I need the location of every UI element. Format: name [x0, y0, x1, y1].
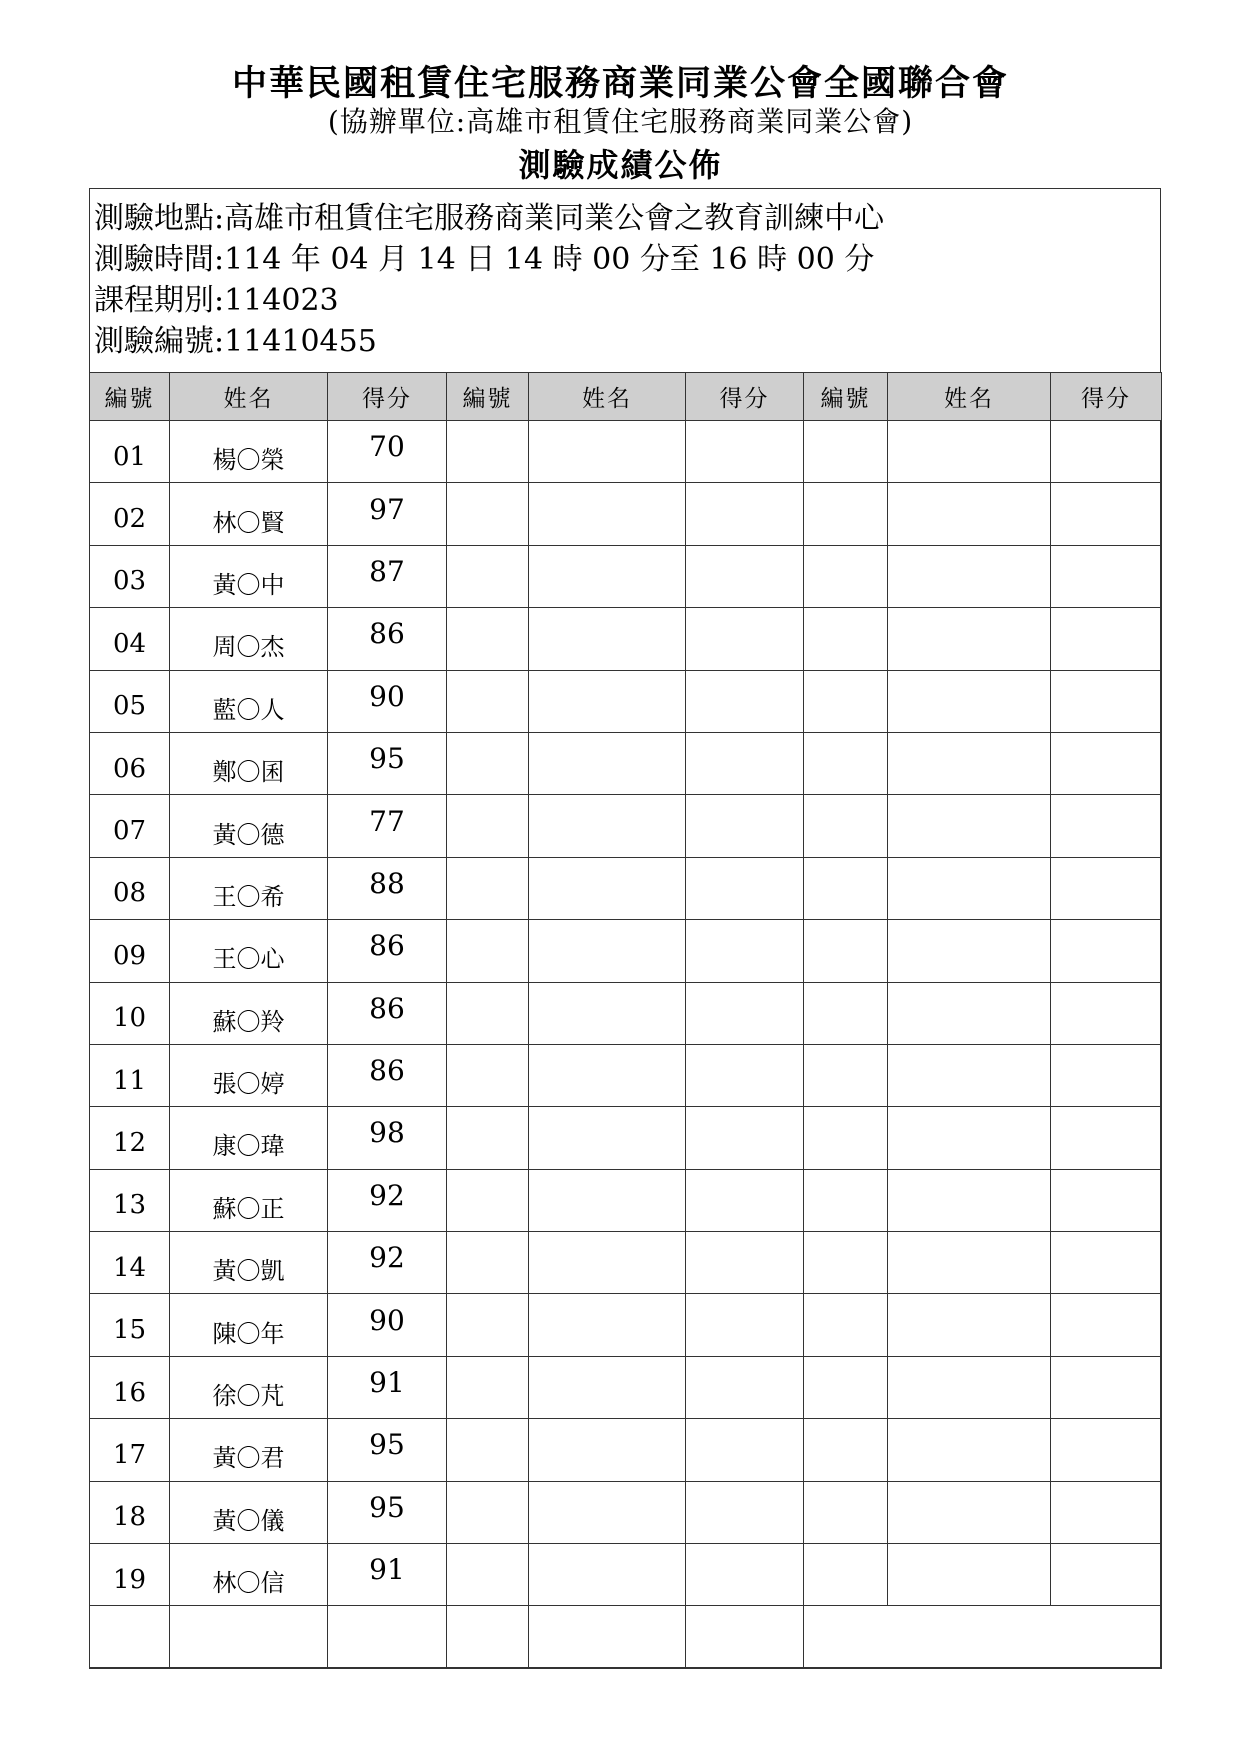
empty-cell [529, 982, 686, 1044]
entry-number: 03 [90, 545, 170, 607]
empty-cell [888, 1232, 1051, 1294]
empty-cell [447, 483, 529, 545]
empty-cell [1051, 670, 1162, 732]
empty-cell [686, 1544, 804, 1606]
column-header: 得分 [1051, 373, 1162, 421]
entry-score: 92 [328, 1169, 447, 1231]
entry-name: 黃〇君 [170, 1419, 328, 1481]
empty-cell [888, 920, 1051, 982]
empty-cell [529, 1481, 686, 1543]
entry-number: 18 [90, 1481, 170, 1543]
empty-cell [447, 1481, 529, 1543]
entry-score: 87 [328, 545, 447, 607]
table-row [90, 483, 1162, 545]
exam-number: 測驗編號:11410455 [94, 324, 377, 359]
empty-cell [447, 670, 529, 732]
empty-cell [447, 608, 529, 670]
empty-cell [804, 1544, 888, 1606]
empty-cell [804, 670, 888, 732]
empty-cell [686, 1606, 804, 1668]
empty-cell [888, 1169, 1051, 1231]
entry-name: 陳〇年 [170, 1294, 328, 1356]
empty-cell [1051, 920, 1162, 982]
entry-score: 97 [328, 483, 447, 545]
entry-name: 黃〇凱 [170, 1232, 328, 1294]
empty-cell [1051, 1481, 1162, 1543]
empty-cell [1051, 483, 1162, 545]
entry-number: 07 [90, 795, 170, 857]
entry-score: 91 [328, 1544, 447, 1606]
course-period: 課程期別:114023 [94, 283, 339, 318]
column-header: 得分 [328, 373, 447, 421]
empty-cell [447, 732, 529, 794]
empty-cell [888, 732, 1051, 794]
empty-cell [686, 1294, 804, 1356]
empty-cell [1051, 421, 1162, 483]
empty-cell [804, 1294, 888, 1356]
entry-number: 13 [90, 1169, 170, 1231]
empty-cell [529, 795, 686, 857]
empty-cell [447, 1044, 529, 1106]
empty-cell [888, 1419, 1051, 1481]
document-subtitle: (協辦單位:高雄市租賃住宅服務商業同業公會) [327, 105, 914, 138]
entry-number: 14 [90, 1232, 170, 1294]
document-title: 中華民國租賃住宅服務商業同業公會全國聯合會 [231, 63, 1009, 104]
empty-cell [804, 1481, 888, 1543]
entry-number: 01 [90, 421, 170, 483]
table-row [90, 421, 1162, 483]
entry-number: 17 [90, 1419, 170, 1481]
entry-score: 91 [328, 1356, 447, 1418]
empty-cell [686, 1169, 804, 1231]
table-row [90, 1544, 1162, 1606]
empty-cell [686, 857, 804, 919]
empty-cell [529, 1294, 686, 1356]
empty-cell [804, 1232, 888, 1294]
table-row [90, 1294, 1162, 1356]
entry-number: 06 [90, 732, 170, 794]
empty-cell [447, 421, 529, 483]
empty-cell [686, 421, 804, 483]
entry-number: 09 [90, 920, 170, 982]
empty-cell [888, 608, 1051, 670]
entry-number: 19 [90, 1544, 170, 1606]
entry-name: 蘇〇羚 [170, 982, 328, 1044]
entry-score: 86 [328, 1044, 447, 1106]
entry-number: 04 [90, 608, 170, 670]
empty-cell [447, 857, 529, 919]
empty-cell [888, 857, 1051, 919]
entry-score: 86 [328, 608, 447, 670]
empty-cell [804, 982, 888, 1044]
entry-score: 86 [328, 982, 447, 1044]
empty-cell [447, 920, 529, 982]
scores-table [89, 372, 1162, 1669]
column-header: 姓名 [170, 373, 328, 421]
empty-cell [529, 545, 686, 607]
entry-name: 鄭〇囷 [170, 732, 328, 794]
empty-cell [1051, 1419, 1162, 1481]
table-header-row [90, 373, 1162, 421]
empty-cell [804, 1419, 888, 1481]
empty-cell [686, 608, 804, 670]
table-row [90, 982, 1162, 1044]
entry-score: 95 [328, 732, 447, 794]
column-header: 姓名 [529, 373, 686, 421]
empty-cell [804, 483, 888, 545]
empty-cell [447, 1107, 529, 1169]
empty-cell [1051, 1294, 1162, 1356]
empty-cell [447, 795, 529, 857]
entry-name: 蘇〇正 [170, 1169, 328, 1231]
exam-info [94, 198, 884, 362]
column-header: 編號 [90, 373, 170, 421]
empty-cell [686, 795, 804, 857]
table-body [90, 421, 1162, 1669]
empty-cell [1051, 795, 1162, 857]
empty-cell [888, 1481, 1051, 1543]
entry-number: 15 [90, 1294, 170, 1356]
empty-cell [804, 732, 888, 794]
empty-cell [686, 1107, 804, 1169]
empty-cell [686, 1356, 804, 1418]
empty-cell [447, 1356, 529, 1418]
empty-cell [1051, 732, 1162, 794]
empty-cell [804, 920, 888, 982]
entry-name: 張〇婷 [170, 1044, 328, 1106]
empty-cell [888, 421, 1051, 483]
empty-cell [686, 483, 804, 545]
empty-cell [447, 545, 529, 607]
entry-number: 02 [90, 483, 170, 545]
empty-cell [1051, 1356, 1162, 1418]
empty-cell [888, 1294, 1051, 1356]
empty-cell [1051, 1107, 1162, 1169]
table-row [90, 732, 1162, 794]
empty-cell [888, 982, 1051, 1044]
empty-cell [529, 920, 686, 982]
empty-cell [888, 1107, 1051, 1169]
entry-score: 90 [328, 1294, 447, 1356]
empty-cell [888, 670, 1051, 732]
empty-cell [888, 1356, 1051, 1418]
entry-name: 周〇杰 [170, 608, 328, 670]
entry-name: 楊〇榮 [170, 421, 328, 483]
entry-score: 92 [328, 1232, 447, 1294]
empty-cell [529, 670, 686, 732]
empty-cell [686, 1044, 804, 1106]
entry-name: 王〇希 [170, 857, 328, 919]
entry-name: 林〇信 [170, 1544, 328, 1606]
column-header: 編號 [447, 373, 529, 421]
entry-name: 徐〇芃 [170, 1356, 328, 1418]
entry-score: 95 [328, 1481, 447, 1543]
empty-cell [888, 545, 1051, 607]
empty-cell [804, 1356, 888, 1418]
empty-cell [447, 1232, 529, 1294]
empty-cell [804, 1606, 1162, 1668]
empty-cell [529, 732, 686, 794]
entry-score: 86 [328, 920, 447, 982]
document-heading: 測驗成績公佈 [518, 146, 723, 184]
empty-cell [529, 1606, 686, 1668]
table-row [90, 670, 1162, 732]
entry-number: 08 [90, 857, 170, 919]
column-header: 得分 [686, 373, 804, 421]
table-row [90, 857, 1162, 919]
empty-cell [804, 795, 888, 857]
table-row [90, 545, 1162, 607]
empty-cell [1051, 545, 1162, 607]
table-row [90, 1419, 1162, 1481]
empty-cell [447, 1606, 529, 1668]
empty-cell [888, 1544, 1051, 1606]
empty-cell [686, 545, 804, 607]
empty-cell [529, 483, 686, 545]
entry-name: 黃〇儀 [170, 1481, 328, 1543]
entry-score: 95 [328, 1419, 447, 1481]
empty-cell [686, 732, 804, 794]
table-row [90, 1481, 1162, 1543]
empty-cell [686, 920, 804, 982]
empty-cell [804, 545, 888, 607]
exam-location: 測驗地點:高雄市租賃住宅服務商業同業公會之教育訓練中心 [94, 201, 885, 236]
empty-cell [1051, 1232, 1162, 1294]
empty-cell [888, 483, 1051, 545]
empty-cell [804, 1107, 888, 1169]
entry-score: 70 [328, 421, 447, 483]
empty-cell [529, 1419, 686, 1481]
empty-cell [447, 1419, 529, 1481]
empty-cell [804, 421, 888, 483]
column-header: 編號 [804, 373, 888, 421]
table-row [90, 1107, 1162, 1169]
empty-cell [686, 1232, 804, 1294]
entry-score: 88 [328, 857, 447, 919]
entry-name: 林〇賢 [170, 483, 328, 545]
empty-cell [686, 670, 804, 732]
entry-name: 黃〇中 [170, 545, 328, 607]
empty-cell [888, 1044, 1051, 1106]
empty-cell [529, 1232, 686, 1294]
empty-cell [328, 1606, 447, 1668]
table-row [90, 1606, 1162, 1668]
entry-number: 16 [90, 1356, 170, 1418]
empty-cell [1051, 1169, 1162, 1231]
empty-cell [447, 1169, 529, 1231]
empty-cell [529, 857, 686, 919]
entry-score: 98 [328, 1107, 447, 1169]
empty-cell [1051, 982, 1162, 1044]
empty-cell [804, 1169, 888, 1231]
entry-number: 11 [90, 1044, 170, 1106]
entry-score: 77 [328, 795, 447, 857]
table-row [90, 1169, 1162, 1231]
table-row [90, 920, 1162, 982]
table-row [90, 1044, 1162, 1106]
empty-cell [1051, 1544, 1162, 1606]
empty-cell [447, 1544, 529, 1606]
entry-score: 90 [328, 670, 447, 732]
empty-cell [170, 1606, 328, 1668]
entry-number: 12 [90, 1107, 170, 1169]
empty-cell [1051, 1044, 1162, 1106]
empty-cell [804, 608, 888, 670]
table-row [90, 795, 1162, 857]
entry-number: 05 [90, 670, 170, 732]
empty-cell [804, 857, 888, 919]
entry-name: 藍〇人 [170, 670, 328, 732]
empty-cell [686, 982, 804, 1044]
empty-cell [1051, 608, 1162, 670]
empty-cell [529, 1356, 686, 1418]
empty-cell [447, 1294, 529, 1356]
entry-name: 王〇心 [170, 920, 328, 982]
empty-cell [804, 1044, 888, 1106]
empty-cell [529, 1169, 686, 1231]
empty-cell [529, 608, 686, 670]
table-row [90, 1232, 1162, 1294]
table-row [90, 608, 1162, 670]
empty-cell [888, 795, 1051, 857]
empty-cell [529, 1544, 686, 1606]
empty-cell [529, 421, 686, 483]
empty-cell [90, 1606, 170, 1668]
empty-cell [686, 1419, 804, 1481]
entry-name: 康〇瑋 [170, 1107, 328, 1169]
exam-time: 測驗時間:114 年 04 月 14 日 14 時 00 分至 16 時 00 分 [94, 242, 875, 277]
column-header: 姓名 [888, 373, 1051, 421]
entry-number: 10 [90, 982, 170, 1044]
empty-cell [529, 1107, 686, 1169]
empty-cell [1051, 857, 1162, 919]
empty-cell [686, 1481, 804, 1543]
table-row [90, 1356, 1162, 1418]
empty-cell [529, 1044, 686, 1106]
empty-cell [447, 982, 529, 1044]
entry-name: 黃〇德 [170, 795, 328, 857]
